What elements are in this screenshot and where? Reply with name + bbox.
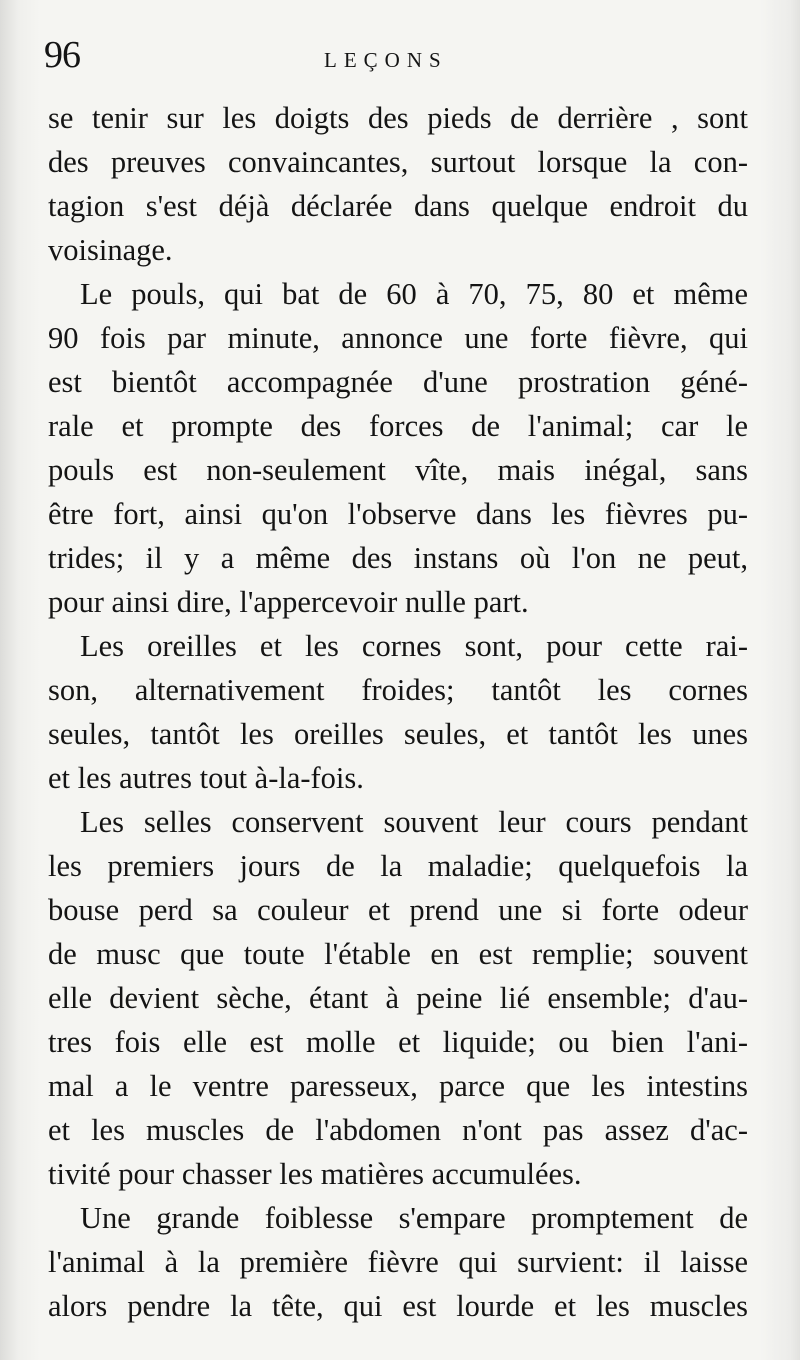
text-line: 90 fois par minute, annonce une forte fièvre, qui: [48, 321, 748, 355]
text-line: rale et prompte des forces de l'animal; car le: [48, 409, 748, 443]
text-line: elle devient sèche, étant à peine lié ensemble; d'au-: [48, 981, 748, 1015]
text-line: tagion s'est déjà déclarée dans quelque endroit du: [48, 189, 748, 223]
page-number: 96: [44, 34, 80, 76]
text-line: les premiers jours de la maladie; quelquefois la: [48, 849, 748, 883]
text-line: pour ainsi dire, l'appercevoir nulle part.: [48, 585, 529, 619]
text-line: se tenir sur les doigts des pieds de derrière , sont: [48, 101, 748, 135]
text-line: trides; il y a même des instans où l'on ne peut,: [48, 541, 748, 575]
body-text: [48, 96, 748, 1328]
text-line: et les muscles de l'abdomen n'ont pas assez d'ac-: [48, 1113, 748, 1147]
text-line: l'animal à la première fièvre qui survient: il laisse: [48, 1245, 748, 1279]
text-line: être fort, ainsi qu'on l'observe dans les fièvres pu-: [48, 497, 748, 531]
text-line: des preuves convaincantes, surtout lorsque la con-: [48, 145, 748, 179]
text-line: mal a le ventre paresseux, parce que les intestins: [48, 1069, 748, 1103]
text-line: Une grande foiblesse s'empare promptement de: [80, 1201, 748, 1235]
text-line: tres fois elle est molle et liquide; ou bien l'ani-: [48, 1025, 748, 1059]
text-line: Le pouls, qui bat de 60 à 70, 75, 80 et même: [80, 277, 748, 311]
text-line: et les autres tout à-la-fois.: [48, 761, 364, 795]
text-line: alors pendre la tête, qui est lourde et les muscles: [48, 1289, 748, 1323]
text-line: seules, tantôt les oreilles seules, et tantôt les unes: [48, 717, 748, 751]
text-line: voisinage.: [48, 233, 173, 267]
text-line: de musc que toute l'étable en est remplie; souvent: [48, 937, 748, 971]
text-line: est bientôt accompagnée d'une prostration géné-: [48, 365, 748, 399]
running-head: LEÇONS: [324, 48, 448, 72]
page-header: [44, 32, 754, 88]
text-line: bouse perd sa couleur et prend une si forte odeur: [48, 893, 748, 927]
text-line: tivité pour chasser les matières accumulées.: [48, 1157, 582, 1191]
text-line: pouls est non-seulement vîte, mais inégal, sans: [48, 453, 748, 487]
text-line: son, alternativement froides; tantôt les cornes: [48, 673, 748, 707]
text-line: Les oreilles et les cornes sont, pour cette rai-: [80, 629, 748, 663]
text-line: Les selles conservent souvent leur cours pendant: [80, 805, 748, 839]
